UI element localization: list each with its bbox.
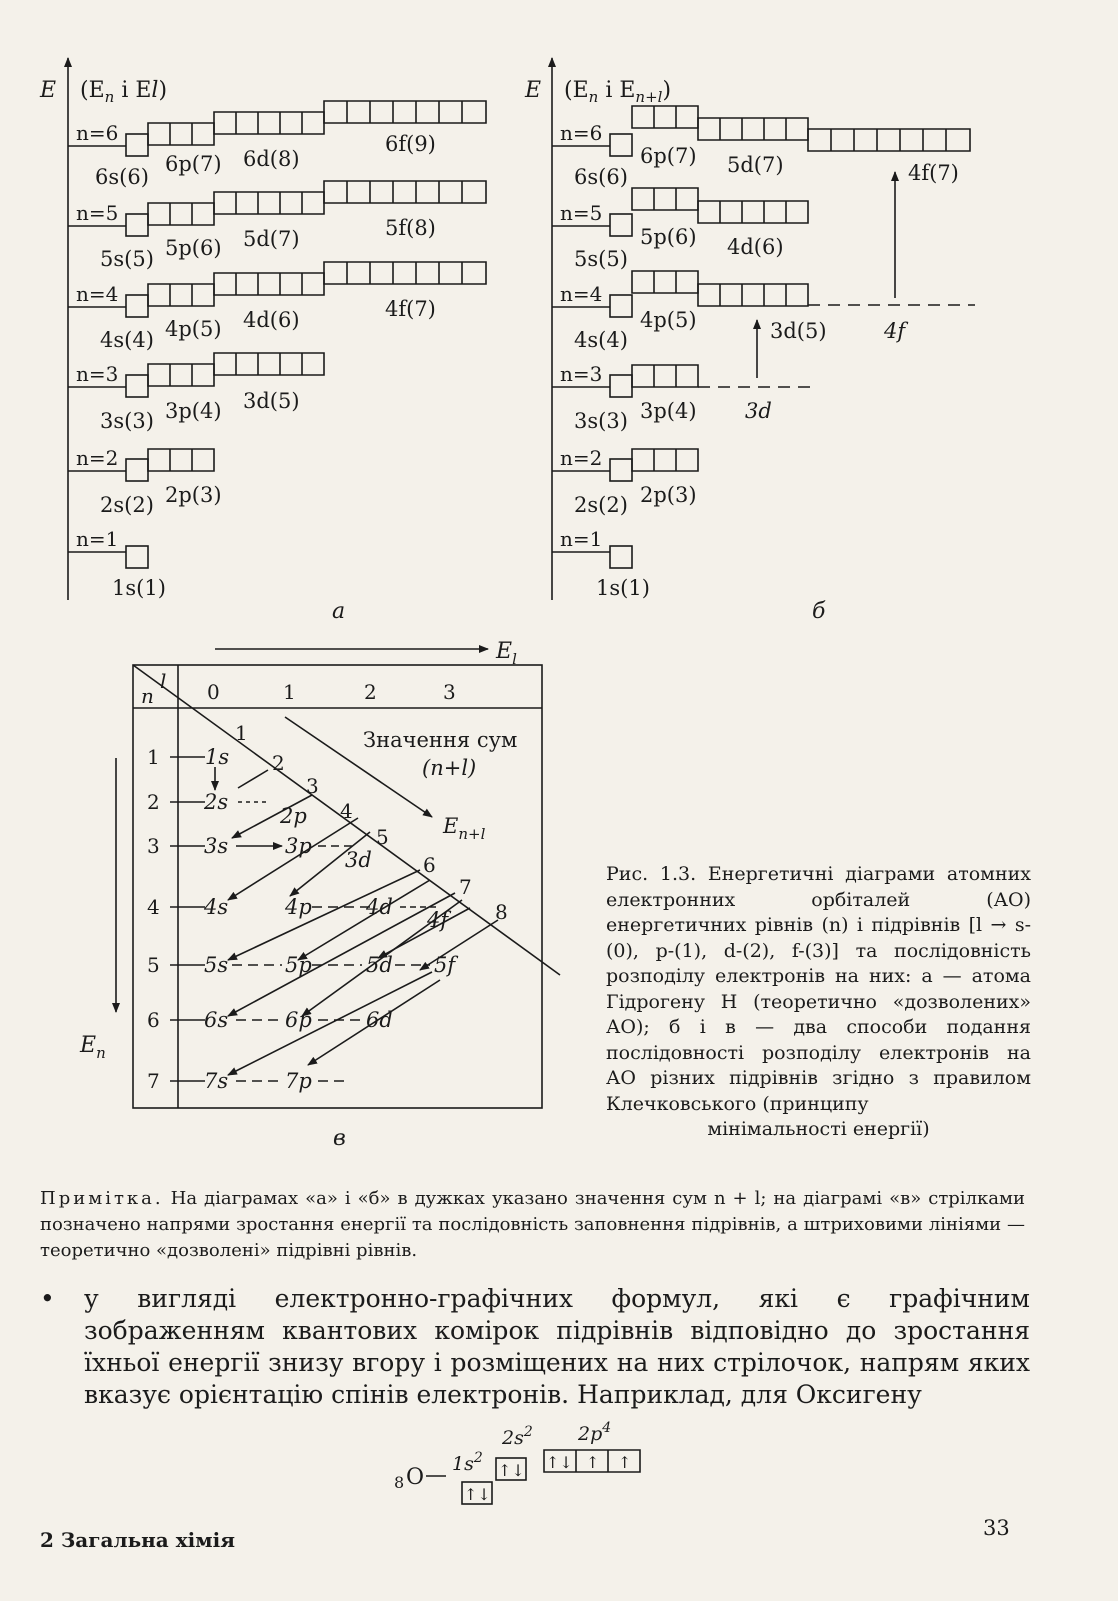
n-value: 5 <box>147 953 160 977</box>
sublevel-label: 2p(3) <box>165 483 222 507</box>
sublevel-label: 3d <box>745 399 772 423</box>
en-label: $E_n$ <box>80 1033 106 1062</box>
sum-number: 1 <box>235 721 248 745</box>
level-label: n=1 <box>560 527 603 551</box>
orbital-label: 2p <box>280 804 307 828</box>
sum-number: 7 <box>459 875 472 899</box>
sublevel-label: 5d(7) <box>727 153 784 177</box>
note-text: На діаграмах «а» і «б» в дужках указано значення сум n + l; на діаграмі «в» стрілками позначено напрями зростання енергії та послідовність заповнення підрівнів, а штриховими лініями — теоретично «дозволені» підрівні рівнів. <box>40 1188 1025 1261</box>
orbital-2s: $2s^2$ <box>502 1424 533 1449</box>
spin-pair-icon: ↑↓ <box>498 1461 525 1480</box>
sublevel-label: 3d(5) <box>770 319 827 343</box>
level-label: n=3 <box>76 362 119 386</box>
level-label: n=6 <box>560 121 603 145</box>
note-label: Примітка. <box>40 1188 164 1209</box>
level-label: n=4 <box>560 282 603 306</box>
orbital-label: 3s <box>204 834 229 858</box>
orbital-label: 4p <box>285 895 312 919</box>
orbital-label: 5d <box>366 953 393 977</box>
sums-title: Значення сум <box>363 728 518 752</box>
bullet-paragraph <box>40 1283 1030 1411</box>
orbital-label: 4d <box>366 895 393 919</box>
diagram-v-caption: в <box>333 1126 346 1151</box>
sublevel-label: 5p(6) <box>165 236 222 260</box>
sublevel-label: 5f(8) <box>385 216 436 240</box>
orbital-label: 6s <box>204 1008 229 1032</box>
sum-number: 4 <box>340 799 353 823</box>
level-label: n=2 <box>560 446 603 470</box>
orbital-label: 4s <box>204 895 229 919</box>
orbital-label: 6d <box>366 1008 393 1032</box>
l-value: 2 <box>364 680 377 704</box>
orbital-label: 3d <box>345 848 372 872</box>
diagram-a-axis-note: ($E_n$ і El) <box>80 78 168 106</box>
sublevel-label: 6p(7) <box>640 144 697 168</box>
n-value: 7 <box>147 1069 160 1093</box>
sublevel-label: 4d(6) <box>243 308 300 332</box>
header-l: l <box>160 669 167 693</box>
chapter-footer: 2 Загальна хімія <box>40 1528 235 1552</box>
diagram-a-caption: а <box>332 599 346 624</box>
n-value: 6 <box>147 1008 160 1032</box>
bullet-text: у вигляді електронно-графічних формул, які є графічним зображенням квантових комірок підрівнів відповідно до зростання їхньої енергії знизу вгору і розміщених на них стрілочок, напрям яких вказує орієнтацію спінів електронів. Наприклад, для Оксигену <box>84 1284 1030 1409</box>
bullet-icon: • <box>40 1284 55 1313</box>
orbital-label: 4f <box>427 908 449 932</box>
atomic-number: 8 <box>394 1473 405 1492</box>
orbital-1s: $1s^2$ <box>452 1450 483 1475</box>
sum-number: 6 <box>423 853 436 877</box>
enl-label: $E_{n+l}$ <box>443 814 486 843</box>
sums-formula: (n+l) <box>422 756 477 780</box>
page-number: 33 <box>983 1516 1010 1540</box>
sum-number: 3 <box>306 774 319 798</box>
sublevel-label: 6s(6) <box>95 165 149 189</box>
orbital-label: 3p <box>285 834 312 858</box>
sublevel-label: 4p(5) <box>165 317 222 341</box>
header-n: n <box>141 684 154 708</box>
level-label: n=4 <box>76 282 119 306</box>
n-value: 4 <box>147 895 160 919</box>
sublevel-label: 5s(5) <box>574 247 628 271</box>
level-label: n=3 <box>560 362 603 386</box>
spin-pair-icon: ↑↓ <box>546 1453 573 1472</box>
sum-number: 8 <box>495 900 508 924</box>
sublevel-label: 6p(7) <box>165 152 222 176</box>
sublevel-label: 6d(8) <box>243 147 300 171</box>
l-value: 1 <box>283 680 296 704</box>
spin-up-icon: ↑ <box>586 1453 600 1472</box>
l-value: 0 <box>207 680 220 704</box>
figure-caption-last-line: мінімальності енергії) <box>707 1118 930 1140</box>
n-value: 3 <box>147 834 160 858</box>
spin-pair-icon: ↑↓ <box>464 1485 491 1504</box>
level-label: n=5 <box>560 201 603 225</box>
sublevel-label: 2s(2) <box>100 493 154 517</box>
figure-caption-text: Рис. 1.3. Енергетичні діаграми атомних електронних орбіталей (АО) енергетичних рівнів (n) і підрівнів [l → s-(0), p-(1), d-(2), f-(3)] та послідовність розподілу електронів на них: а — атома Гідрогену Н (теоретично «дозволених» АО); б і в — два способи подання послідовності розподілу електронів на АО різних підрівнів згідно з правилом Клечковського (принципу <box>606 863 1031 1115</box>
sublevel-label: 3p(4) <box>640 399 697 423</box>
sublevel-label: 6s(6) <box>574 165 628 189</box>
orbital-label: 5s <box>204 953 229 977</box>
orbital-label: 2s <box>204 790 229 814</box>
sublevel-label: 4s(4) <box>574 328 628 352</box>
sublevel-label: 2s(2) <box>574 493 628 517</box>
orbital-label: 1s <box>205 745 230 769</box>
n-value: 1 <box>147 745 160 769</box>
diagram-v <box>116 649 560 1108</box>
sublevel-label: 6f(9) <box>385 132 436 156</box>
sublevel-label: 4d(6) <box>727 235 784 259</box>
level-label: n=1 <box>76 527 119 551</box>
sum-number: 5 <box>376 825 389 849</box>
orbital-label: 6p <box>285 1008 312 1032</box>
note-paragraph <box>40 1186 1025 1264</box>
element-symbol: O <box>406 1465 425 1490</box>
l-value: 3 <box>443 680 456 704</box>
spin-up-icon: ↑ <box>618 1453 632 1472</box>
sublevel-label: 3p(4) <box>165 399 222 423</box>
sublevel-label: 5d(7) <box>243 227 300 251</box>
orbital-label: 5f <box>434 953 456 977</box>
diagram-a-axis-label: E <box>40 78 57 103</box>
diagram-b-caption: б <box>812 599 826 624</box>
sublevel-label: 4s(4) <box>100 328 154 352</box>
level-label: n=5 <box>76 201 119 225</box>
sublevel-label: 5p(6) <box>640 225 697 249</box>
sublevel-label: 1s(1) <box>112 576 166 600</box>
n-value: 2 <box>147 790 160 814</box>
sublevel-label: 2p(3) <box>640 483 697 507</box>
sublevel-label: 4f <box>884 319 906 343</box>
figure-caption <box>606 862 1031 1143</box>
sublevel-label: 3s(3) <box>574 409 628 433</box>
level-label: n=6 <box>76 121 119 145</box>
diagram-b-axis-label: E <box>525 78 542 103</box>
sublevel-label: 3s(3) <box>100 409 154 433</box>
diagram-b-axis-note: ($E_n$ і $E_{n+l}$) <box>564 78 672 106</box>
sublevel-label: 4f(7) <box>908 161 959 185</box>
orbital-label: 7p <box>285 1069 312 1093</box>
sublevel-label: 5s(5) <box>100 247 154 271</box>
orbital-label: 7s <box>204 1069 229 1093</box>
orbital-2p: $2p^4$ <box>578 1420 612 1445</box>
sublevel-label: 3d(5) <box>243 389 300 413</box>
sublevel-label: 4p(5) <box>640 308 697 332</box>
sum-number: 2 <box>272 751 285 775</box>
el-label: $E_l$ <box>496 639 517 668</box>
sublevel-label: 1s(1) <box>596 576 650 600</box>
orbital-label: 5p <box>285 953 312 977</box>
sublevel-label: 4f(7) <box>385 297 436 321</box>
level-label: n=2 <box>76 446 119 470</box>
